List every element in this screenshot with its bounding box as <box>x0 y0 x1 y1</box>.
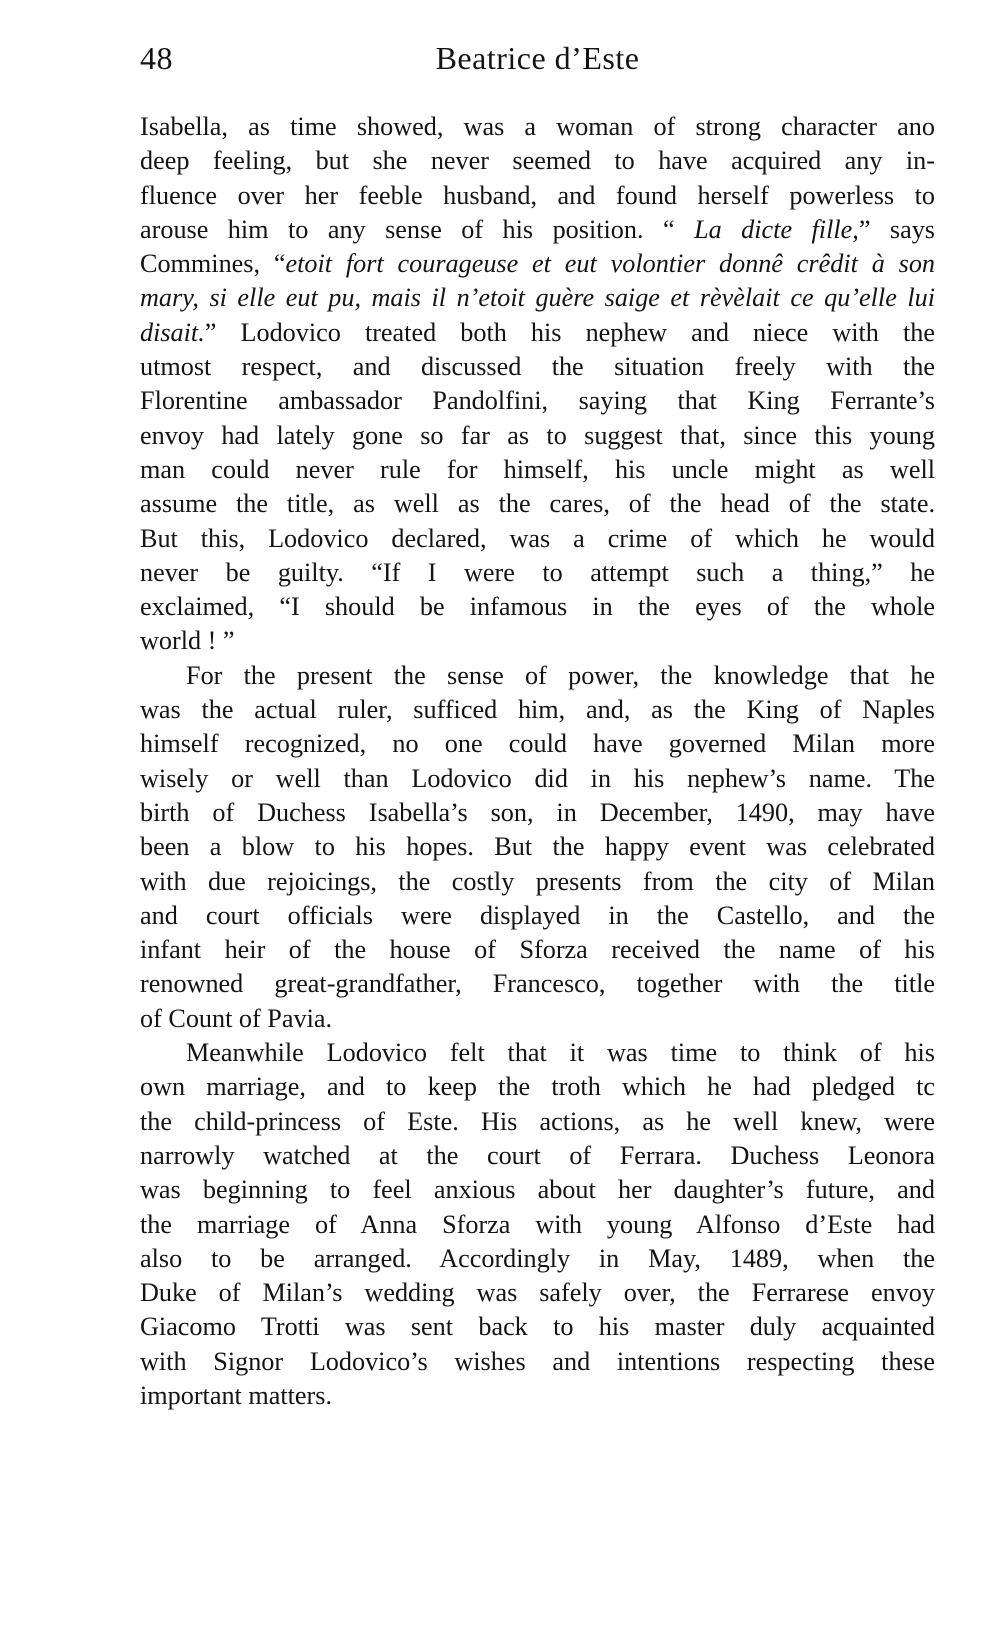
text-segment: fluence over her feeble husband, and found herself powerless to <box>140 180 935 210</box>
text-line <box>140 659 935 693</box>
text-segment: birth of Duchess Isabella’s son, in December, 1490, may have <box>140 797 935 827</box>
paragraph <box>140 110 935 659</box>
text-segment: Meanwhile Lodovico felt that it was time to think of his <box>186 1038 935 1068</box>
text-segment: own marriage, and to keep the troth which he had pledged tc <box>140 1072 935 1102</box>
text-segment: utmost respect, and discussed the situation freely with the <box>140 352 935 382</box>
text-segment: For the present the sense of power, the knowledge that he <box>186 660 935 690</box>
text-line <box>140 1139 935 1173</box>
text-line <box>140 1002 935 1036</box>
text-segment: envoy had lately gone so far as to suggest that, since this young <box>140 420 935 450</box>
text-segment: assume the title, as well as the cares, of the head of the state. <box>140 489 935 519</box>
text-segment: ” Lodovico treated both his nephew and niece with the <box>204 317 935 347</box>
text-segment: himself recognized, no one could have governed Milan more <box>140 729 935 759</box>
text-segment: Isabella, as time showed, was a woman of strong character ano <box>140 112 935 141</box>
text-segment: But this, Lodovico declared, was a crime of which he would <box>140 523 935 553</box>
text-segment: and court officials were displayed in the Castello, and the <box>140 900 935 930</box>
text-segment: man could never rule for himself, his uncle might as well <box>140 454 935 484</box>
text-segment: Commines, “ <box>140 249 286 279</box>
text-line <box>140 933 935 967</box>
text-line <box>140 316 935 350</box>
text-line <box>140 1379 935 1413</box>
paragraph <box>140 1036 935 1413</box>
text-line <box>140 522 935 556</box>
text-segment: deep feeling, but she never seemed to have acquired any in- <box>140 146 935 176</box>
text-segment: of Count of Pavia. <box>140 1003 333 1033</box>
text-segment: with Signor Lodovico’s wishes and intentions respecting these <box>140 1346 935 1376</box>
italic-text: La dicte fille, <box>694 214 859 244</box>
text-line <box>140 1173 935 1207</box>
text-line <box>140 110 935 144</box>
text-line <box>140 796 935 830</box>
text-line <box>140 1036 935 1070</box>
text-segment: narrowly watched at the court of Ferrara. Duchess Leonora <box>140 1140 935 1170</box>
italic-text: mary, si elle eut pu, mais il n’etoit guère saige et rèvèlait ce qu’elle lui <box>140 283 935 313</box>
text-line <box>140 144 935 178</box>
text-segment: been a blow to his hopes. But the happy event was celebrated <box>140 832 935 862</box>
text-segment: wisely or well than Lodovico did in his nephew’s name. The <box>140 763 935 793</box>
text-line <box>140 247 935 281</box>
text-line <box>140 590 935 624</box>
text-line <box>140 1345 935 1379</box>
text-segment: world ! ” <box>140 626 235 656</box>
text-line <box>140 967 935 1001</box>
italic-text: etoit fort courageuse et eut volontier donnê crêdit à son <box>285 249 936 279</box>
text-line <box>140 899 935 933</box>
text-segment: the child-princess of Este. His actions, as he well knew, were <box>140 1106 935 1136</box>
text-segment: infant heir of the house of Sforza received the name of his <box>140 935 935 965</box>
text-line <box>140 1276 935 1310</box>
text-line <box>140 1310 935 1344</box>
text-line <box>140 624 935 658</box>
text-line <box>140 865 935 899</box>
text-segment: arouse him to any sense of his position. “ <box>140 214 695 244</box>
text-line <box>140 1208 935 1242</box>
text-line <box>140 350 935 384</box>
text-segment: important matters. <box>140 1380 332 1410</box>
text-line <box>140 1070 935 1104</box>
text-line <box>140 281 935 315</box>
text-line <box>140 453 935 487</box>
text-line <box>140 213 935 247</box>
text-segment: Duke of Milan’s wedding was safely over, the Ferrarese envoy <box>140 1278 935 1308</box>
text-segment: ” says <box>858 214 935 244</box>
text-segment: renowned great-grandfather, Francesco, together with the title <box>140 969 935 999</box>
text-line <box>140 384 935 418</box>
page-number: 48 <box>140 40 173 76</box>
text-line <box>140 556 935 590</box>
text-line <box>140 179 935 213</box>
text-line <box>140 487 935 521</box>
paragraph <box>140 659 935 1036</box>
text-segment: also to be arranged. Accordingly in May, 1489, when the <box>140 1243 935 1273</box>
text-line <box>140 762 935 796</box>
text-line <box>140 830 935 864</box>
text-segment: Giacomo Trotti was sent back to his master duly acquainted <box>140 1312 935 1342</box>
text-segment: the marriage of Anna Sforza with young Alfonso d’Este had <box>140 1209 935 1239</box>
text-line <box>140 1105 935 1139</box>
text-segment: never be guilty. “If I were to attempt such a thing,” he <box>140 557 935 587</box>
text-segment: was beginning to feel anxious about her daughter’s future, and <box>140 1175 935 1205</box>
running-title: Beatrice d’Este <box>435 40 640 76</box>
body-text <box>140 110 935 1413</box>
page-header <box>140 40 935 90</box>
text-line <box>140 419 935 453</box>
text-segment: was the actual ruler, sufficed him, and, as the King of Naples <box>140 695 935 725</box>
text-line <box>140 1242 935 1276</box>
text-segment: with due rejoicings, the costly presents from the city of Milan <box>140 866 935 896</box>
text-segment: exclaimed, “I should be infamous in the eyes of the whole <box>140 592 935 622</box>
italic-text: disait. <box>140 317 205 347</box>
text-line <box>140 727 935 761</box>
text-line <box>140 693 935 727</box>
text-segment: Florentine ambassador Pandolfini, saying that King Ferrante’s <box>140 386 935 416</box>
